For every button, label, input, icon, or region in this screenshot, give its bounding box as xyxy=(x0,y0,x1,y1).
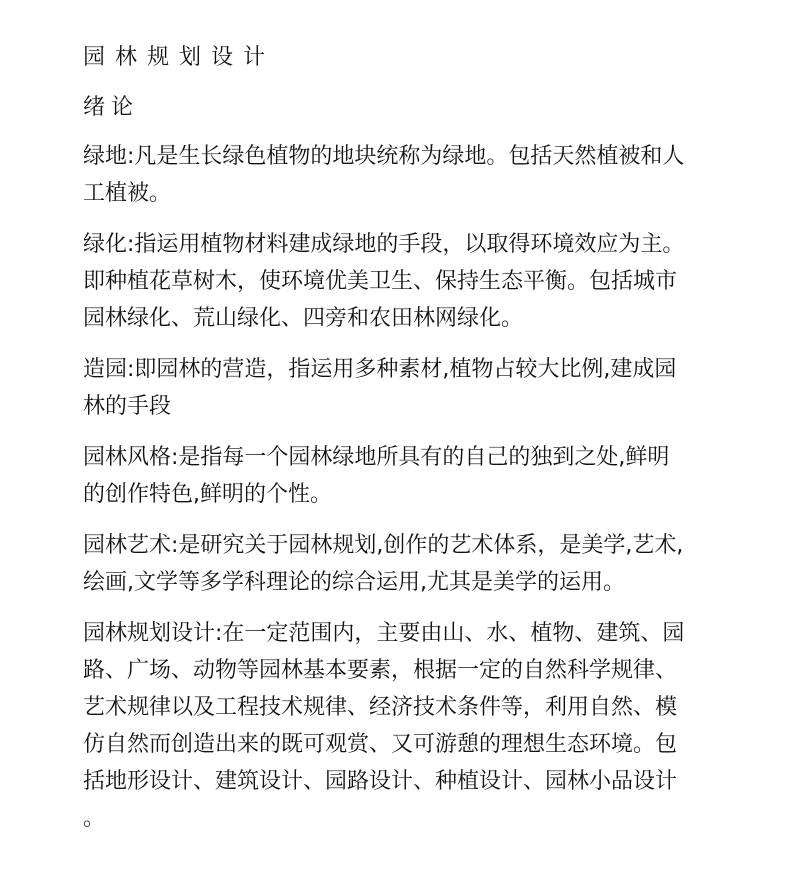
paragraph-line: 艺术规律以及工程技术规律、经济技术条件等，利用自然、模 xyxy=(83,695,678,720)
paragraph-line: 园林风格:是指每一个园林绿地所具有的自己的独到之处,鲜明 xyxy=(83,445,670,470)
paragraph-green-space xyxy=(83,138,763,212)
paragraph-line: 园林艺术:是研究关于园林规划,创作的艺术体系，是美学,艺术, xyxy=(83,533,684,558)
paragraph-line: 。 xyxy=(83,806,106,831)
paragraph-line: 的创作特色,鲜明的个性。 xyxy=(83,482,332,507)
document-page xyxy=(83,40,763,851)
paragraph-line: 仿自然而创造出来的既可观赏、又可游憩的理想生态环境。包 xyxy=(83,732,678,757)
paragraph-garden-making xyxy=(83,351,763,425)
paragraph-line: 林的手段 xyxy=(83,394,172,419)
paragraph-line: 造园:即园林的营造，指运用多种素材,植物占较大比例,建成园 xyxy=(83,357,677,382)
paragraph-line: 绿化:指运用植物材料建成绿地的手段，以取得环境效应为主。 xyxy=(83,232,685,257)
paragraph-garden-style xyxy=(83,439,763,513)
paragraph-line: 括地形设计、建筑设计、园路设计、种植设计、园林小品设计 xyxy=(83,769,678,794)
section-heading: 绪论 xyxy=(83,95,140,120)
paragraph-line: 工植被。 xyxy=(83,181,172,206)
paragraph-line: 园林规划设计:在一定范围内，主要由山、水、植物、建筑、园 xyxy=(83,621,685,646)
paragraph-line: 绘画,文学等多学科理论的综合运用,尤其是美学的运用。 xyxy=(83,570,625,595)
paragraph-line: 路、广场、动物等园林基本要素，根据一定的自然科学规律、 xyxy=(83,658,678,683)
paragraph-greening xyxy=(83,226,763,337)
paragraph-line: 绿地:凡是生长绿色植物的地块统称为绿地。包括天然植被和人 xyxy=(83,144,685,169)
paragraph-line: 即种植花草树木，使环境优美卫生、保持生态平衡。包括城市 xyxy=(83,269,678,294)
document-title: 园林规划设计 xyxy=(83,45,276,70)
paragraph-garden-planning-design xyxy=(83,615,763,837)
paragraph-line: 园林绿化、荒山绿化、四旁和农田林网绿化。 xyxy=(83,306,524,331)
paragraph-garden-art xyxy=(83,527,763,601)
